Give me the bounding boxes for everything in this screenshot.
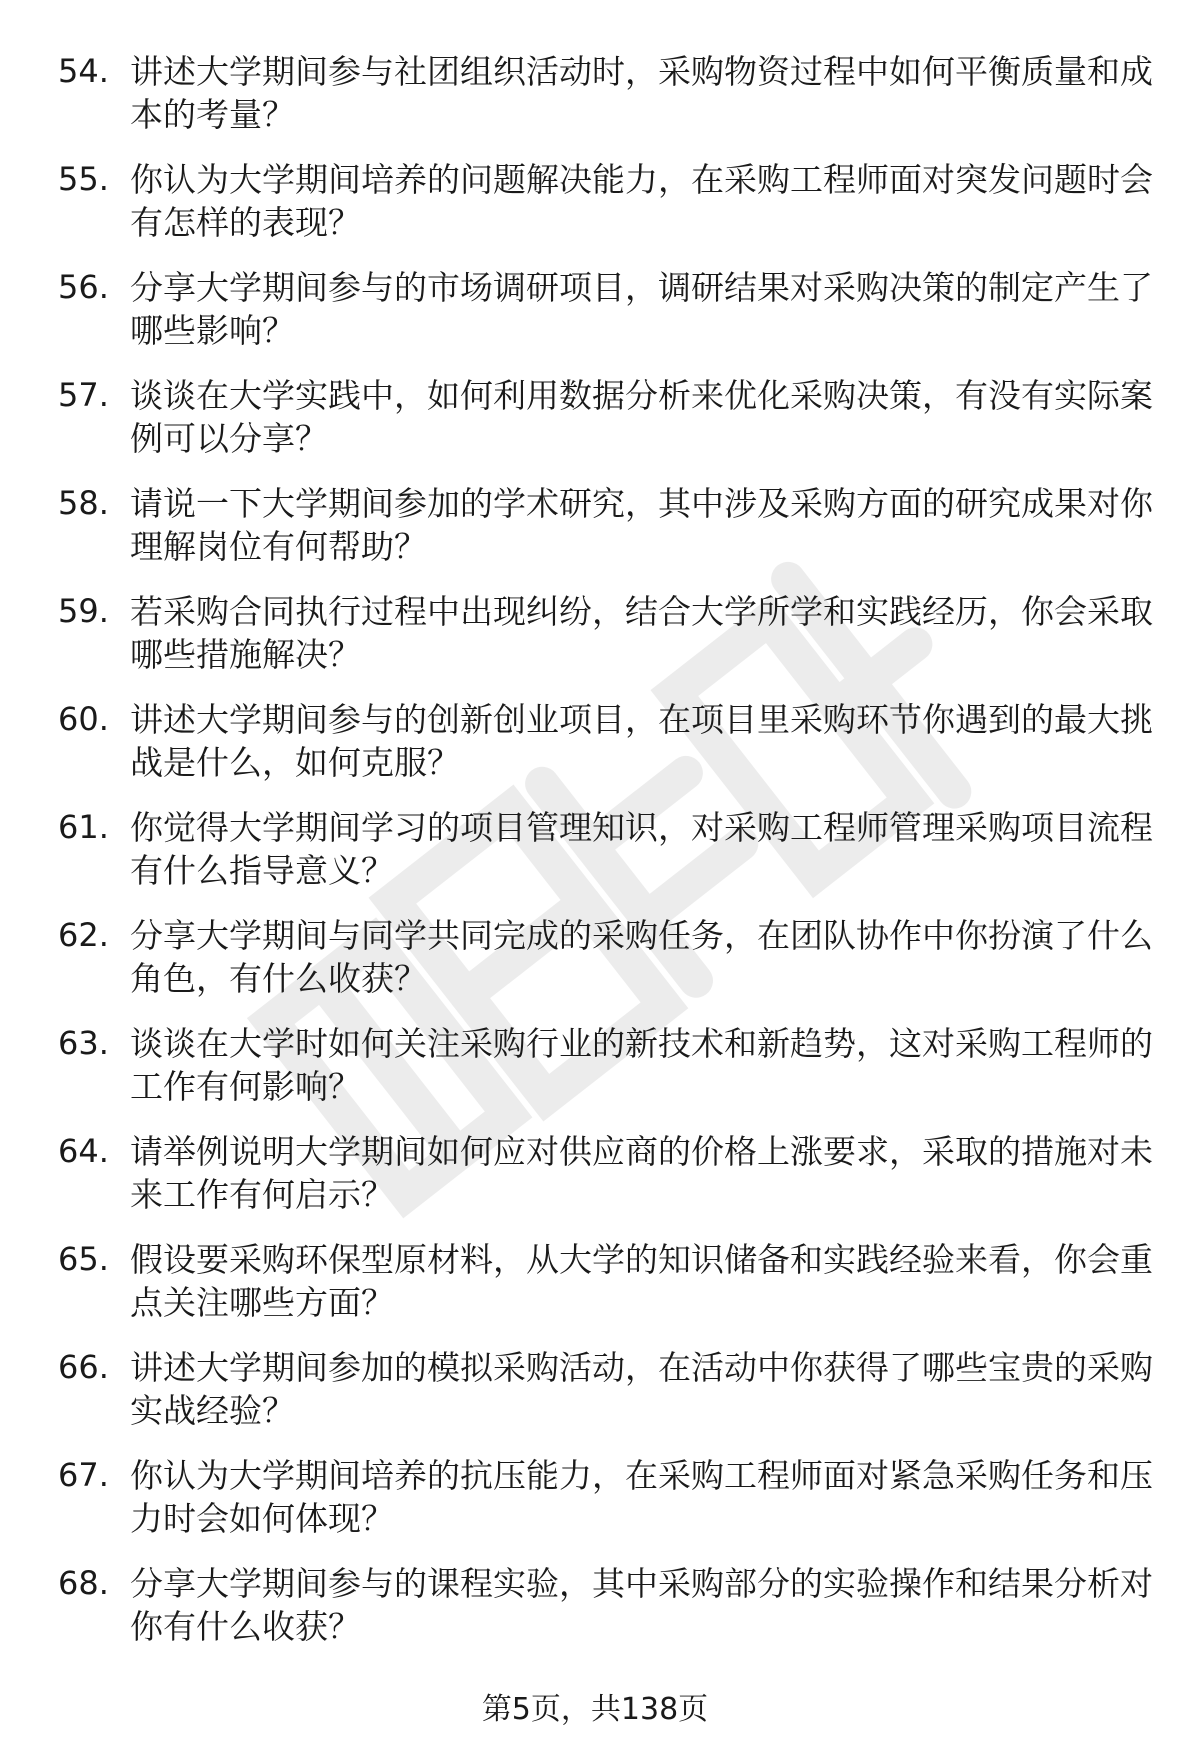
- question-number: 64.: [58, 1132, 109, 1170]
- question-number: 56.: [58, 268, 109, 306]
- question-item: [0, 1022, 1190, 1130]
- question-list: [0, 50, 1190, 1670]
- question-number: 58.: [58, 484, 109, 522]
- question-number: 60.: [58, 700, 109, 738]
- question-item: [0, 1238, 1190, 1346]
- question-text: 若采购合同执行过程中出现纠纷，结合大学所学和实践经历，你会采取哪些措施解决？: [130, 592, 1153, 674]
- question-item: [0, 1346, 1190, 1454]
- question-text: 分享大学期间参与的市场调研项目，调研结果对采购决策的制定产生了哪些影响？: [130, 268, 1153, 350]
- question-number: 55.: [58, 160, 109, 198]
- question-item: [0, 158, 1190, 266]
- question-number: 57.: [58, 376, 109, 414]
- question-item: [0, 914, 1190, 1022]
- question-item: [0, 698, 1190, 806]
- question-number: 61.: [58, 808, 109, 846]
- question-text: 讲述大学期间参与的创新创业项目，在项目里采购环节你遇到的最大挑战是什么，如何克服？: [130, 700, 1153, 782]
- question-item: [0, 1454, 1190, 1562]
- question-text: 你认为大学期间培养的抗压能力，在采购工程师面对紧急采购任务和压力时会如何体现？: [130, 1456, 1153, 1538]
- question-item: [0, 806, 1190, 914]
- question-number: 63.: [58, 1024, 109, 1062]
- question-number: 66.: [58, 1348, 109, 1386]
- question-number: 65.: [58, 1240, 109, 1278]
- question-number: 67.: [58, 1456, 109, 1494]
- question-text: 假设要采购环保型原材料，从大学的知识储备和实践经验来看，你会重点关注哪些方面？: [130, 1240, 1153, 1322]
- question-item: [0, 590, 1190, 698]
- question-text: 分享大学期间参与的课程实验，其中采购部分的实验操作和结果分析对你有什么收获？: [130, 1564, 1153, 1646]
- question-text: 分享大学期间与同学共同完成的采购任务，在团队协作中你扮演了什么角色，有什么收获？: [130, 916, 1153, 998]
- question-item: [0, 374, 1190, 482]
- question-item: [0, 1130, 1190, 1238]
- page-footer: 第5页，共138页: [481, 1692, 709, 1727]
- question-text: 讲述大学期间参加的模拟采购活动，在活动中你获得了哪些宝贵的采购实战经验？: [130, 1348, 1153, 1430]
- question-text: 你觉得大学期间学习的项目管理知识，对采购工程师管理采购项目流程有什么指导意义？: [130, 808, 1153, 890]
- question-text: 谈谈在大学实践中，如何利用数据分析来优化采购决策，有没有实际案例可以分享？: [130, 376, 1153, 458]
- question-text: 请说一下大学期间参加的学术研究，其中涉及采购方面的研究成果对你理解岗位有何帮助？: [130, 484, 1153, 566]
- question-item: [0, 50, 1190, 158]
- question-item: [0, 482, 1190, 590]
- question-text: 请举例说明大学期间如何应对供应商的价格上涨要求，采取的措施对未来工作有何启示？: [130, 1132, 1153, 1214]
- question-number: 62.: [58, 916, 109, 954]
- question-text: 你认为大学期间培养的问题解决能力，在采购工程师面对突发问题时会有怎样的表现？: [130, 160, 1153, 242]
- question-item: [0, 266, 1190, 374]
- question-item: [0, 1562, 1190, 1670]
- question-number: 68.: [58, 1564, 109, 1602]
- question-text: 讲述大学期间参与社团组织活动时，采购物资过程中如何平衡质量和成本的考量？: [130, 52, 1153, 134]
- question-text: 谈谈在大学时如何关注采购行业的新技术和新趋势，这对采购工程师的工作有何影响？: [130, 1024, 1153, 1106]
- question-number: 54.: [58, 52, 109, 90]
- question-number: 59.: [58, 592, 109, 630]
